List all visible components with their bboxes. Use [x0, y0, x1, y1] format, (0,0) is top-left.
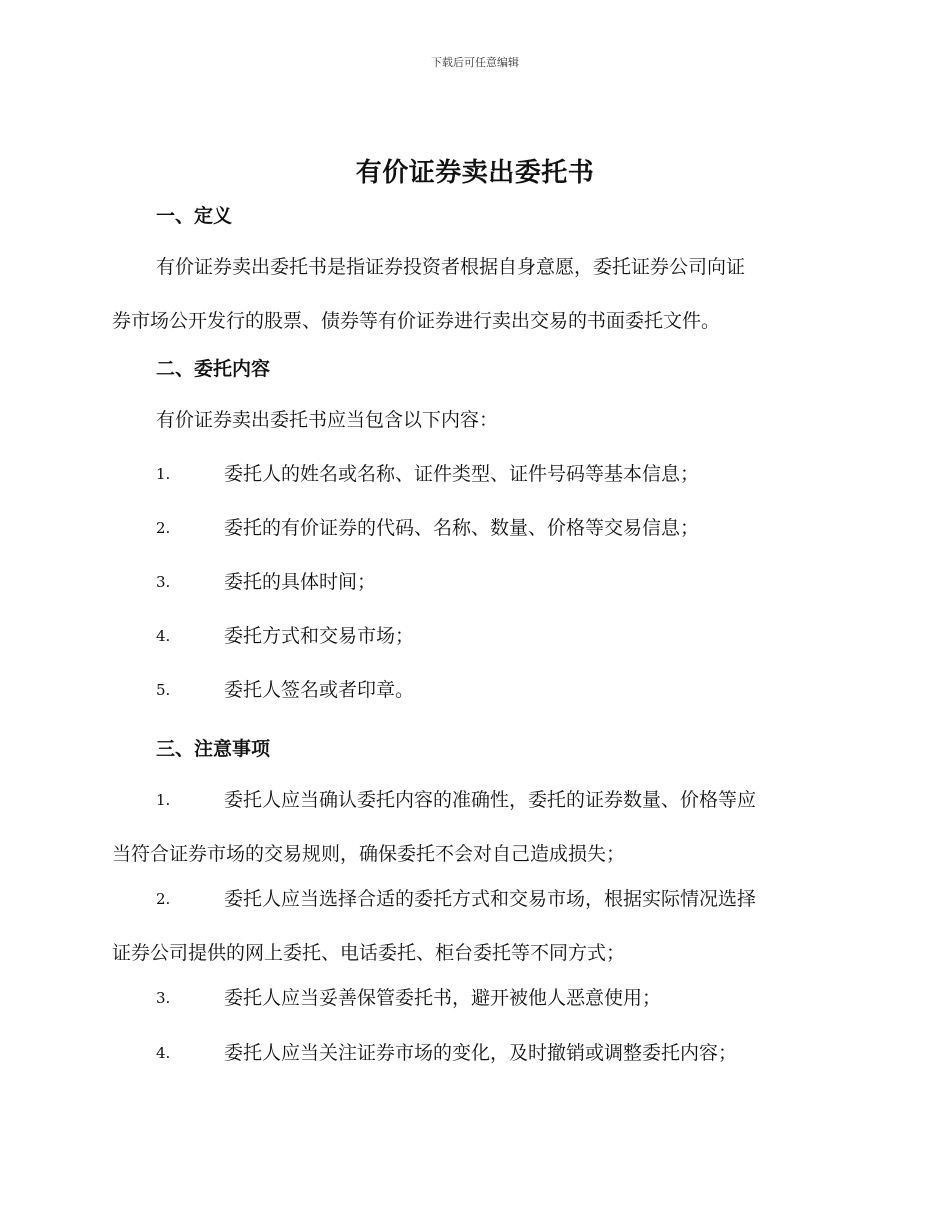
list-item-text: 委托的有价证券的代码、名称、数量、价格等交易信息；: [224, 517, 700, 539]
note-item-line-1: 委托人应当关注证券市场的变化，及时撤销或调整委托内容；: [224, 1042, 738, 1064]
definition-line-1: 有价证券卖出委托书是指证券投资者根据自身意愿，委托证券公司向证: [156, 256, 746, 278]
list-item-text: 委托的具体时间；: [224, 571, 377, 593]
note-item-line-2: 当符合证券市场的交易规则，确保委托不会对自己造成损失；: [112, 843, 626, 865]
note-item-line-1: 委托人应当妥善保管委托书，避开被他人恶意使用；: [224, 987, 662, 1009]
header-note: 下载后可任意编辑: [431, 56, 519, 69]
list-item-number: 1.: [156, 465, 171, 483]
note-item-line-1: 委托人应当选择合适的委托方式和交易市场，根据实际情况选择: [224, 888, 757, 910]
definition-paragraph: [112, 249, 842, 339]
note-item-number: 3.: [156, 989, 171, 1007]
list-item-number: 2.: [156, 519, 171, 537]
section-heading-content: 二、委托内容: [156, 358, 271, 380]
note-item-line-2: 证券公司提供的网上委托、电话委托、柜台委托等不同方式；: [112, 942, 626, 964]
note-item-line-1: 委托人应当确认委托内容的准确性，委托的证券数量、价格等应: [224, 789, 757, 811]
note-item-number: 1.: [156, 791, 171, 809]
list-item-text: 委托人签名或者印章。: [224, 679, 415, 701]
content-intro: 有价证券卖出委托书应当包含以下内容：: [156, 409, 499, 431]
list-item-text: 委托方式和交易市场；: [224, 625, 415, 647]
section-heading-notes: 三、注意事项: [156, 738, 271, 760]
list-item-number: 5.: [156, 681, 171, 699]
section-heading-definition: 一、定义: [156, 205, 233, 227]
note-item-number: 2.: [156, 890, 171, 908]
definition-line-2: 券市场公开发行的股票、债券等有价证券进行卖出交易的书面委托文件。: [112, 310, 721, 332]
list-item-number: 4.: [156, 627, 171, 645]
note-item-number: 4.: [156, 1044, 171, 1062]
list-item-number: 3.: [156, 573, 171, 591]
document-title: 有价证券卖出委托书: [355, 158, 595, 188]
list-item-text: 委托人的姓名或名称、证件类型、证件号码等基本信息；: [224, 463, 700, 485]
